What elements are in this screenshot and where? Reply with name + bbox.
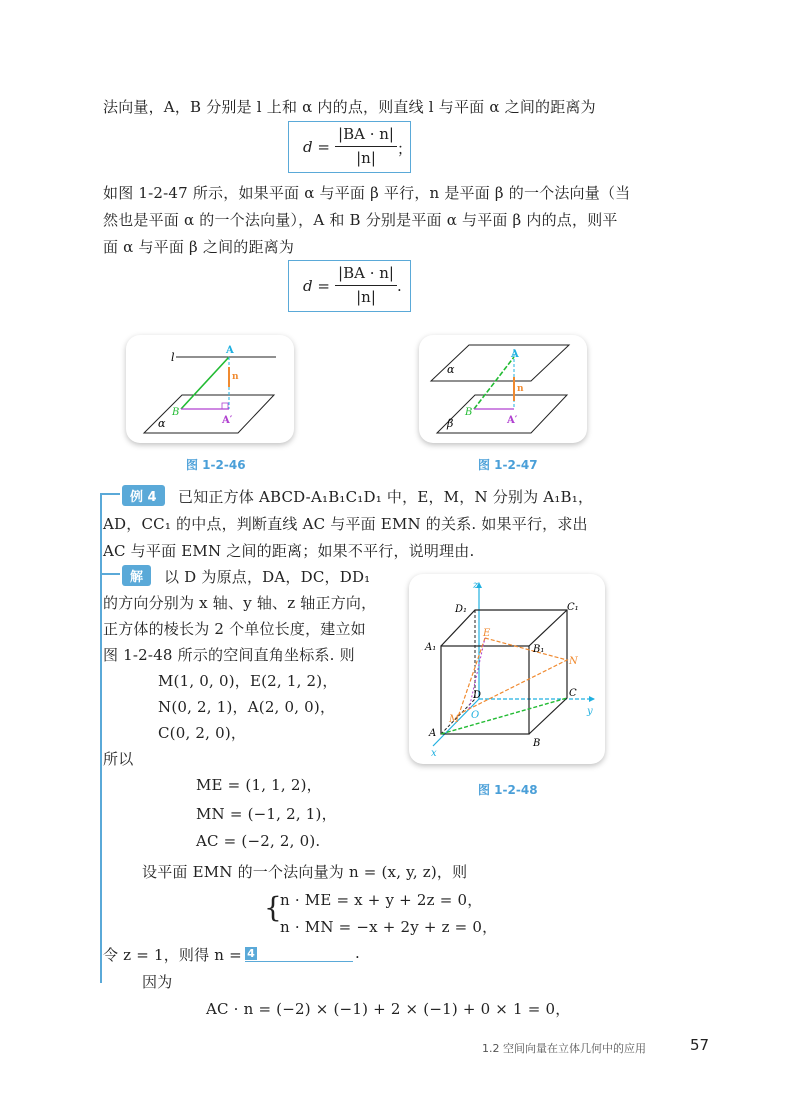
example-line-2: AD，CC₁ 的中点，判断直线 AC 与平面 EMN 的关系. 如果平行，求出 xyxy=(103,515,588,533)
formula-denominator: |n| xyxy=(356,288,376,306)
formula-end: ； xyxy=(397,140,413,158)
example-line-3: AC 与平面 EMN 之间的距离；如果不平行，说明理由. xyxy=(103,542,475,560)
formula-denominator: |n| xyxy=(356,149,376,167)
example-rule xyxy=(100,493,120,495)
figure-1-2-47 xyxy=(419,335,587,443)
label-C: C xyxy=(569,688,577,699)
label-B: B xyxy=(533,738,541,749)
label-y: y xyxy=(587,706,593,717)
solution-line-10: MN = (−1, 2, 1)， xyxy=(196,805,337,823)
label-x: x xyxy=(431,748,437,759)
fraction-bar xyxy=(335,285,397,286)
solution-line-12: 设平面 EMN 的一个法向量为 n = (x, y, z)，则 xyxy=(142,863,468,881)
example-vertical-rule xyxy=(100,493,102,983)
caption-1-2-46: 图 1-2-46 xyxy=(186,458,246,472)
figure-1-2-48 xyxy=(409,574,605,764)
solution-line-15: 令 z = 1，则得 n = xyxy=(103,946,242,964)
text-line-1: 法向量，A，B 分别是 l 上和 α 内的点，则直线 l 与平面 α 之间的距离为 xyxy=(103,98,596,116)
label-B: B xyxy=(465,407,473,418)
solution-line-14: n · MN = −x + 2y + z = 0， xyxy=(280,918,498,936)
label-A: A xyxy=(429,728,437,739)
formula-lhs: d = xyxy=(303,277,330,295)
label-alpha: α xyxy=(158,417,166,430)
solution-line-5: M(1, 0, 0)，E(2, 1, 2)， xyxy=(158,672,338,690)
solution-line-1: 以 D 为原点，DA，DC，DD₁ xyxy=(164,568,371,586)
solution-tag: 解 xyxy=(122,565,151,586)
formula-end: . xyxy=(397,277,402,295)
formula-box-1 xyxy=(288,121,411,173)
example-line-1: 已知正方体 ABCD-A₁B₁C₁D₁ 中，E，M，N 分别为 A₁B₁， xyxy=(178,488,594,506)
system-brace: { xyxy=(264,891,282,924)
solution-line-16: 因为 xyxy=(142,973,173,991)
label-D1: D₁ xyxy=(455,604,468,615)
figure-1-2-46 xyxy=(126,335,294,443)
label-B1: B₁ xyxy=(533,644,545,655)
caption-1-2-47: 图 1-2-47 xyxy=(478,458,538,472)
solution-line-11: AC = (−2, 2, 0). xyxy=(196,832,321,850)
label-M: M xyxy=(449,714,460,725)
label-alpha: α xyxy=(447,363,455,376)
caption-1-2-48: 图 1-2-48 xyxy=(478,783,538,797)
label-l: l xyxy=(171,351,175,364)
text-line-4: 面 α 与平面 β 之间的距离为 xyxy=(103,238,295,256)
label-beta: β xyxy=(447,417,454,430)
footer-section: 1.2 空间向量在立体几何中的应用 xyxy=(482,1042,646,1055)
solution-rule xyxy=(100,573,120,575)
label-O: O xyxy=(471,710,480,721)
label-B: B xyxy=(172,407,180,418)
formula-numerator: |BA · n| xyxy=(338,264,394,282)
answer-number-box: 4 xyxy=(245,947,257,960)
label-A-prime: A′ xyxy=(222,415,233,426)
solution-line-4: 图 1-2-48 所示的空间直角坐标系. 则 xyxy=(103,646,355,664)
label-N: N xyxy=(569,656,578,667)
label-A: A xyxy=(226,345,234,356)
solution-line-6: N(0, 2, 1)，A(2, 0, 0)， xyxy=(158,698,336,716)
solution-line-8: 所以 xyxy=(103,750,134,768)
text-line-3: 然也是平面 α 的一个法向量），A 和 B 分别是平面 α 与平面 β 内的点，则平 xyxy=(103,211,618,229)
label-A: A xyxy=(511,349,519,360)
figure-1-2-47-drawing xyxy=(419,335,587,443)
solution-line-7: C(0, 2, 0)， xyxy=(158,724,247,742)
label-D: D xyxy=(473,690,482,701)
text-line-2: 如图 1-2-47 所示，如果平面 α 与平面 β 平行，n 是平面 β 的一个法向量（当 xyxy=(103,184,631,202)
label-n: n xyxy=(232,372,239,382)
solution-line-2: 的方向分别为 x 轴、y 轴、z 轴正方向， xyxy=(103,594,377,612)
label-C1: C₁ xyxy=(567,602,579,613)
solution-line-15-end: . xyxy=(355,944,360,962)
example-tag: 例 4 xyxy=(122,485,165,506)
formula-box-2 xyxy=(288,260,411,312)
label-E: E xyxy=(483,628,491,639)
label-A1: A₁ xyxy=(425,642,437,653)
solution-line-17: AC · n = (−2) × (−1) + 2 × (−1) + 0 × 1 = 0， xyxy=(206,1000,571,1018)
figure-1-2-46-drawing xyxy=(126,335,294,443)
solution-line-3: 正方体的棱长为 2 个单位长度，建立如 xyxy=(103,620,366,638)
formula-numerator: |BA · n| xyxy=(338,125,394,143)
formula-lhs: d = xyxy=(303,138,330,156)
label-z: z xyxy=(473,580,479,591)
label-n: n xyxy=(517,384,524,394)
answer-blank-line[interactable] xyxy=(245,961,353,962)
solution-line-9: ME = (1, 1, 2)， xyxy=(196,776,322,794)
fraction-bar xyxy=(335,146,397,147)
figure-1-2-48-drawing xyxy=(409,574,605,764)
page-number: 57 xyxy=(690,1036,710,1054)
label-A-prime: A′ xyxy=(507,415,518,426)
solution-line-13: n · ME = x + y + 2z = 0， xyxy=(280,891,483,909)
